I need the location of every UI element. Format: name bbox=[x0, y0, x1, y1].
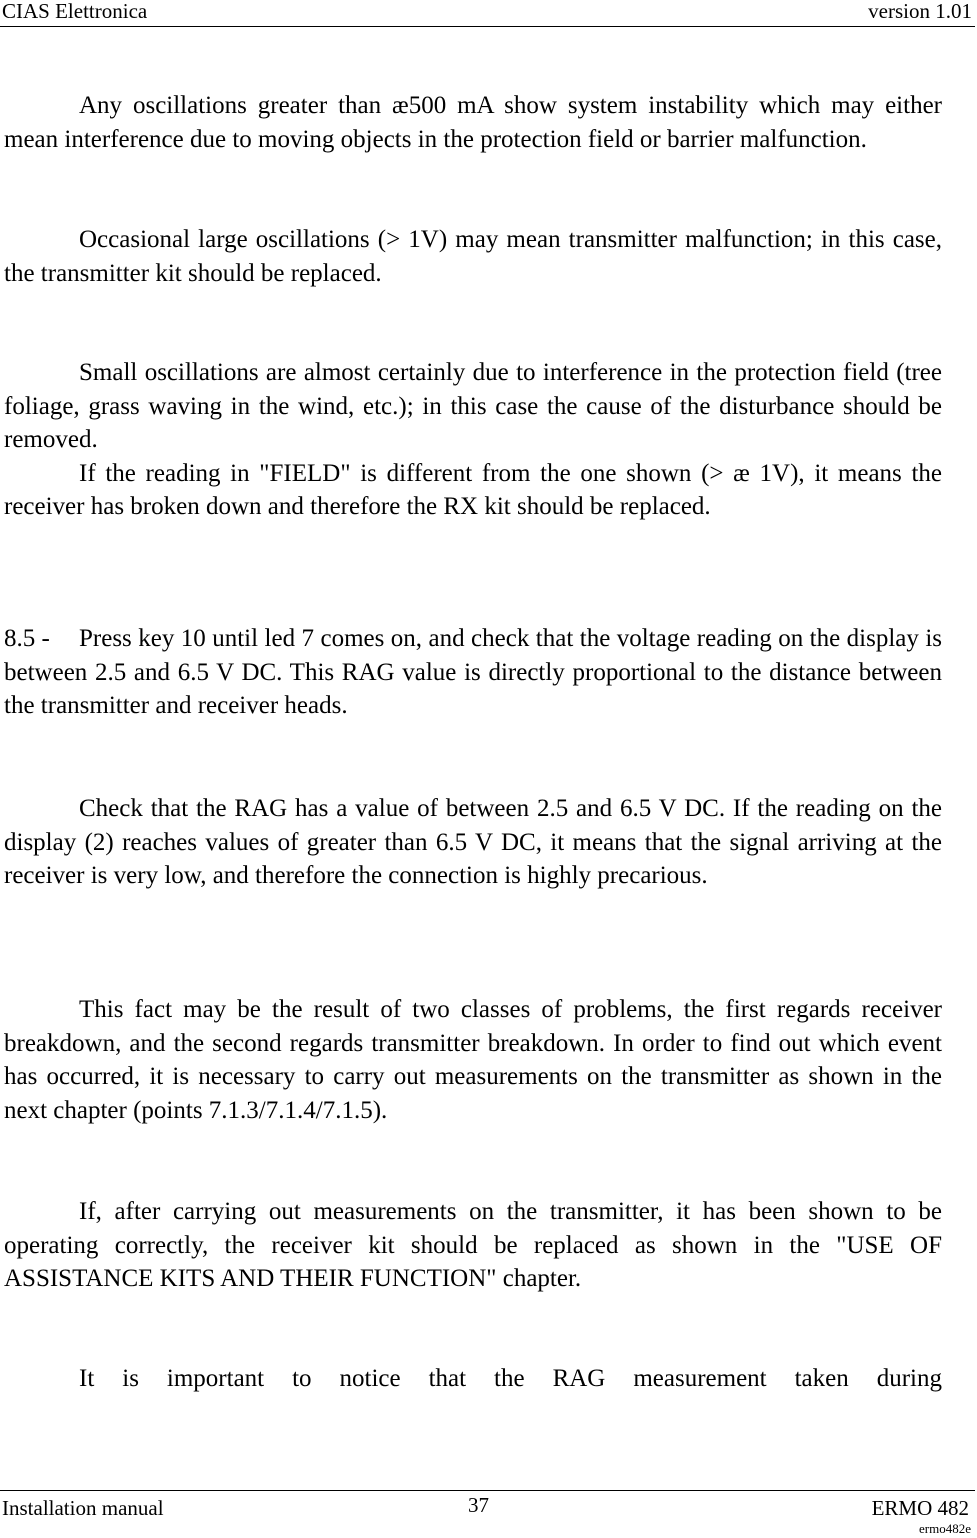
paragraph-text: Small oscillations are almost certainly due to interference in the protection field (tree foliage, grass waving in the wind, etc.); in this case the cause of the disturbance should be removed. bbox=[4, 359, 942, 454]
section-8-5 bbox=[4, 622, 942, 723]
header-company: CIAS Elettronica bbox=[2, 0, 148, 23]
paragraph-text: Occasional large oscillations (> 1V) may mean transmitter malfunction; in this case, the transmitter kit should be replaced. bbox=[4, 226, 942, 287]
footer-manual: Installation manual bbox=[2, 1496, 164, 1520]
paragraph-text: This fact may be the result of two classes of problems, the first regards receiver breakdown, and the second regards transmitter breakdown. In order to find out which event has occurred, it is necessary to carry out measurements on the transmitter as shown in the next chapter (points 7.1.3/7.1.4/7.1.5). bbox=[4, 996, 942, 1124]
paragraph-text: If, after carrying out measurements on the transmitter, it has been shown to be operating correctly, the receiver kit should be replaced as shown in the "USE OF ASSISTANCE KITS AND THEIR FUNCTION" chapter. bbox=[4, 1198, 942, 1293]
paragraph-text: If the reading in "FIELD" is different from the one shown (> æ 1V), it means the receiver has broken down and therefore the RX kit should be replaced. bbox=[4, 459, 942, 521]
footer-doc-code: ermo482e bbox=[919, 1521, 971, 1536]
paragraph-rag-notice bbox=[4, 1362, 942, 1396]
footer-rule bbox=[0, 1490, 975, 1491]
paragraph-text: Any oscillations greater than æ500 mA show system instability which may either mean interference due to moving objects in the protection field or barrier malfunction. bbox=[4, 92, 942, 153]
paragraph-text: Check that the RAG has a value of between 2.5 and 6.5 V DC. If the reading on the display (2) reaches values of greater than 6.5 V DC, it means that the signal arriving at the receiver is very low, and therefore the connection is highly precarious. bbox=[4, 795, 942, 890]
paragraph-receiver-replace bbox=[4, 1195, 942, 1296]
footer-model: ERMO 482 bbox=[871, 1496, 969, 1520]
paragraph-problem-classes bbox=[4, 993, 942, 1127]
header-version: version 1.01 bbox=[868, 0, 972, 23]
page-header bbox=[0, 0, 975, 27]
page-number: 37 bbox=[468, 1493, 489, 1517]
section-number: 8.5 - bbox=[4, 625, 50, 652]
paragraph-oscillations bbox=[4, 89, 942, 156]
paragraph-rag-check bbox=[4, 792, 942, 893]
paragraph-small-oscillations bbox=[4, 356, 942, 524]
paragraph-text: It is important to notice that the RAG measurement taken during bbox=[79, 1365, 942, 1392]
paragraph-large-oscillations bbox=[4, 223, 942, 290]
section-text: Press key 10 until led 7 comes on, and check that the voltage reading on the display is between 2.5 and 6.5 V DC. This RAG value is directly proportional to the distance between the transmitter and receiver heads. bbox=[4, 625, 942, 720]
